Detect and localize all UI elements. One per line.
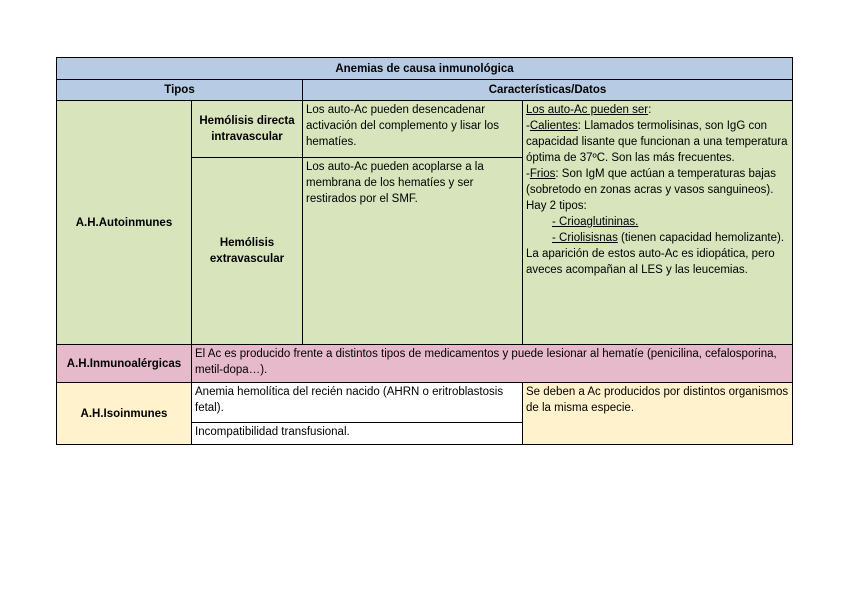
datos-intro-colon: : xyxy=(648,104,652,116)
calientes-dash: - xyxy=(526,120,530,132)
hemolisis-extravascular-label: Hemólisis extravascular xyxy=(192,158,303,345)
frios-dash: - xyxy=(526,168,530,180)
calientes-text: : Llamados termolisinas, son IgG con capacidad lisante que funcionan a una temperatura óptima de 37ºC. Son las más frecuentes. xyxy=(526,120,788,164)
autoinmunes-datos xyxy=(523,101,793,345)
hemolisis-directa-desc: Los auto-Ac pueden desencadenar activación del complemento y lisar los hematíes. xyxy=(303,101,523,158)
datos-final: La aparición de estos auto-Ac es idiopática, pero aveces acompañan al LES y las leucemias. xyxy=(526,248,775,276)
datos-calientes xyxy=(526,118,789,166)
anemias-table xyxy=(56,57,793,445)
table-title: Anemias de causa inmunológica xyxy=(57,58,793,80)
header-tipos: Tipos xyxy=(57,80,303,101)
crio2-text: (tienen capacidad hemolizante). xyxy=(617,232,785,244)
isoinmunes-item2: Incompatibilidad transfusional. xyxy=(192,423,523,445)
datos-intro-line xyxy=(526,102,789,118)
calientes-label: Calientes xyxy=(529,120,578,132)
datos-crio2-line xyxy=(526,230,789,246)
datos-intro: Los auto-Ac pueden ser xyxy=(526,104,649,116)
autoinmunes-label: A.H.Autoinmunes xyxy=(57,101,192,345)
crio2-label: - Criolisisnas xyxy=(552,232,618,244)
inmunoalergicas-label: A.H.Inmunoalérgicas xyxy=(57,345,192,383)
frios-text: : Son IgM que actúan a temperaturas bajas (sobretodo en zonas acras y vasos sanguineos). Hay 2 tipos: xyxy=(526,168,776,212)
hemolisis-extravascular-desc: Los auto-Ac pueden acoplarse a la membrana de los hematíes y ser restirados por el SMF. xyxy=(303,158,523,345)
header-caracteristicas: Características/Datos xyxy=(303,80,793,101)
crio1: - Crioaglutininas. xyxy=(552,216,639,228)
inmunoalergicas-desc: El Ac es producido frente a distintos tipos de medicamentos y puede lesionar al hematíe (penicilina, cefalosporina, metil-dopa…). xyxy=(192,345,793,383)
datos-crio1-line xyxy=(526,214,789,230)
hemolisis-directa-label: Hemólisis directa intravascular xyxy=(192,101,303,158)
datos-frios xyxy=(526,166,789,214)
isoinmunes-label: A.H.Isoinmunes xyxy=(57,383,192,445)
isoinmunes-desc: Se deben a Ac producidos por distintos organismos de la misma especie. xyxy=(523,383,793,445)
isoinmunes-item1: Anemia hemolítica del recién nacido (AHRN o eritroblastosis fetal). xyxy=(192,383,523,423)
frios-label: Frios xyxy=(529,168,556,180)
